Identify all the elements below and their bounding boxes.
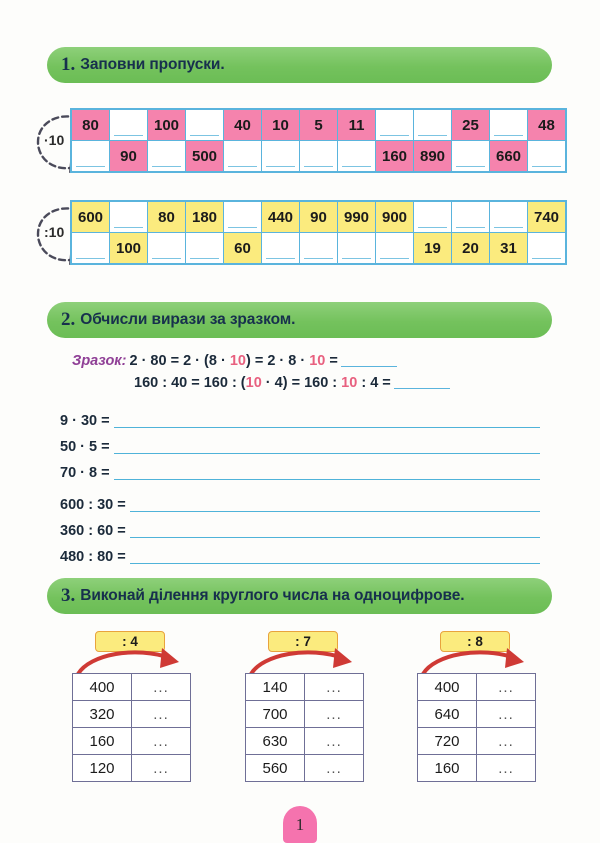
- sample-line-1: [72, 350, 450, 372]
- exercise-answer-blank-0[interactable]: [114, 426, 540, 428]
- strip-1-top-cell-8[interactable]: [376, 109, 414, 141]
- division-table-0: [72, 673, 191, 782]
- strip-2-bottom-cell-5[interactable]: [262, 233, 300, 265]
- division-table-1: [245, 673, 364, 782]
- sample-line2-p4: : 4 =: [357, 375, 391, 391]
- sample-line2-p3: 10: [341, 375, 358, 391]
- strip-1-bottom-cell-3: 500: [186, 141, 224, 173]
- exercise-list: [60, 405, 540, 567]
- strip-1-top-cell-10: 25: [452, 109, 490, 141]
- table-row: [246, 728, 364, 755]
- loop-label-1: ·10: [44, 132, 65, 148]
- strip-2-top-cell-12: 740: [528, 201, 567, 233]
- strip-1-bottom-cell-1: 90: [110, 141, 148, 173]
- dividend-cell-1-0: 140: [246, 674, 305, 701]
- divisor-badge-0: : 4: [95, 631, 165, 652]
- strip-1-bottom-cell-4[interactable]: [224, 141, 262, 173]
- strip-1-bottom-cell-11: 660: [490, 141, 528, 173]
- section-title-1: Заповни пропуски.: [80, 56, 225, 73]
- strip-1-bottom-cell-8: 160: [376, 141, 414, 173]
- table-row: [73, 755, 191, 782]
- section-title-2: Обчисли вирази за зразком.: [80, 311, 296, 328]
- exercise-row-4: [60, 515, 540, 541]
- strip-2-top-cell-5: 440: [262, 201, 300, 233]
- quotient-cell-0-0[interactable]: ...: [132, 674, 191, 701]
- sample-answer-blank-1[interactable]: [341, 351, 397, 367]
- quotient-cell-2-3[interactable]: ...: [477, 755, 536, 782]
- exercise-answer-blank-4[interactable]: [130, 536, 540, 538]
- divisor-badge-2: : 8: [440, 631, 510, 652]
- quotient-cell-1-2[interactable]: ...: [305, 728, 364, 755]
- exercise-answer-blank-1[interactable]: [114, 452, 540, 454]
- exercise-row-0: [60, 405, 540, 431]
- section-header-3: [47, 578, 552, 614]
- dividend-cell-2-1: 640: [418, 701, 477, 728]
- strip-2-top-cell-7: 990: [338, 201, 376, 233]
- strip-1-top-cell-6: 5: [300, 109, 338, 141]
- sample-line-2: [72, 372, 450, 394]
- strip-2-top-cell-1[interactable]: [110, 201, 148, 233]
- quotient-cell-1-1[interactable]: ...: [305, 701, 364, 728]
- strip-1-bottom-cell-9: 890: [414, 141, 452, 173]
- sample-line1-p0: 2 · 80 = 2 · (8 ·: [129, 353, 230, 369]
- section-number-2: 2.: [61, 309, 76, 330]
- strip-2-bottom-cell-7[interactable]: [338, 233, 376, 265]
- strip-table-1: [70, 108, 567, 173]
- quotient-cell-1-3[interactable]: ...: [305, 755, 364, 782]
- strip-2-top-cell-8: 900: [376, 201, 414, 233]
- loop-label-2: :10: [44, 224, 65, 240]
- strip-2-bottom-cell-1: 100: [110, 233, 148, 265]
- sample-line1-p3: 10: [309, 353, 326, 369]
- strip-2-top-cell-10[interactable]: [452, 201, 490, 233]
- dividend-cell-2-2: 720: [418, 728, 477, 755]
- dividend-cell-2-3: 160: [418, 755, 477, 782]
- strip-2-bottom-cell-12[interactable]: [528, 233, 567, 265]
- strip-2-top-row: [71, 201, 566, 233]
- strip-table-1-wrap: [70, 108, 567, 173]
- strip-1-top-cell-9[interactable]: [414, 109, 452, 141]
- table-row: [418, 674, 536, 701]
- strip-2-top-cell-6: 90: [300, 201, 338, 233]
- division-table-2: [417, 673, 536, 782]
- dividend-cell-0-3: 120: [73, 755, 132, 782]
- strip-2-top-cell-11[interactable]: [490, 201, 528, 233]
- quotient-cell-2-2[interactable]: ...: [477, 728, 536, 755]
- exercise-answer-blank-5[interactable]: [130, 562, 540, 564]
- section-title-3: Виконай ділення круглого числа на одноцифрове.: [80, 587, 465, 604]
- table-row: [246, 755, 364, 782]
- quotient-cell-2-0[interactable]: ...: [477, 674, 536, 701]
- quotient-cell-1-0[interactable]: ...: [305, 674, 364, 701]
- table-row: [418, 728, 536, 755]
- exercise-label-5: 480 : 80 =: [60, 549, 126, 565]
- exercise-label-0: 9 · 30 =: [60, 413, 110, 429]
- strip-1-top-cell-1[interactable]: [110, 109, 148, 141]
- dividend-cell-0-1: 320: [73, 701, 132, 728]
- strip-2-bottom-cell-4: 60: [224, 233, 262, 265]
- exercise-label-3: 600 : 30 =: [60, 497, 126, 513]
- strip-1-top-cell-2: 100: [148, 109, 186, 141]
- exercise-label-4: 360 : 60 =: [60, 523, 126, 539]
- strip-2-top-cell-0: 600: [71, 201, 110, 233]
- strip-1-top-cell-12: 48: [528, 109, 567, 141]
- sample-label: Зразок:: [72, 353, 127, 369]
- table-row: [73, 728, 191, 755]
- strip-2-bottom-cell-2[interactable]: [148, 233, 186, 265]
- strip-table-2-wrap: [70, 200, 567, 265]
- section-header-1: [47, 47, 552, 83]
- strip-2-bottom-cell-9: 19: [414, 233, 452, 265]
- strip-1-top-cell-4: 40: [224, 109, 262, 141]
- strip-1-top-cell-0: 80: [71, 109, 110, 141]
- exercise-row-3: [60, 489, 540, 515]
- strip-2-top-cell-9[interactable]: [414, 201, 452, 233]
- exercise-label-1: 50 · 5 =: [60, 439, 110, 455]
- strip-1-top-cell-7: 11: [338, 109, 376, 141]
- exercise-row-1: [60, 431, 540, 457]
- table-row: [246, 701, 364, 728]
- strip-2-bottom-row: [71, 233, 566, 265]
- exercise-answer-blank-3[interactable]: [130, 510, 540, 512]
- sample-block: [72, 350, 450, 394]
- dividend-cell-1-3: 560: [246, 755, 305, 782]
- strip-1-bottom-cell-12[interactable]: [528, 141, 567, 173]
- quotient-cell-0-3[interactable]: ...: [132, 755, 191, 782]
- strip-1-bottom-row: [71, 141, 566, 173]
- table-row: [418, 755, 536, 782]
- sample-line2-p0: 160 : 40 = 160 : (: [134, 375, 246, 391]
- strip-2-top-cell-3: 180: [186, 201, 224, 233]
- section-header-2: [47, 302, 552, 338]
- strip-1-top-cell-3[interactable]: [186, 109, 224, 141]
- strip-1-top-row: [71, 109, 566, 141]
- strip-1-bottom-cell-0[interactable]: [71, 141, 110, 173]
- dividend-cell-1-1: 700: [246, 701, 305, 728]
- section-number-1: 1.: [61, 54, 76, 75]
- dividend-cell-1-2: 630: [246, 728, 305, 755]
- quotient-cell-0-1[interactable]: ...: [132, 701, 191, 728]
- strip-1-bottom-cell-6[interactable]: [300, 141, 338, 173]
- strip-1-top-cell-5: 10: [262, 109, 300, 141]
- quotient-cell-0-2[interactable]: ...: [132, 728, 191, 755]
- strip-1-bottom-cell-10[interactable]: [452, 141, 490, 173]
- divisor-badge-1: : 7: [268, 631, 338, 652]
- strip-1-bottom-cell-5[interactable]: [262, 141, 300, 173]
- dividend-cell-0-0: 400: [73, 674, 132, 701]
- sample-line1-p4: =: [325, 353, 338, 369]
- strip-1-top-cell-11[interactable]: [490, 109, 528, 141]
- strip-2-bottom-cell-11: 31: [490, 233, 528, 265]
- sample-answer-blank-2[interactable]: [394, 373, 450, 389]
- page-number-badge: 1: [283, 806, 317, 843]
- sample-line2-p2: · 4) = 160 :: [261, 375, 342, 391]
- exercise-row-5: [60, 541, 540, 567]
- strip-2-bottom-cell-8[interactable]: [376, 233, 414, 265]
- exercise-row-2: [60, 457, 540, 483]
- sample-line2-p1: 10: [245, 375, 262, 391]
- strip-1-bottom-cell-7[interactable]: [338, 141, 376, 173]
- quotient-cell-2-1[interactable]: ...: [477, 701, 536, 728]
- dividend-cell-2-0: 400: [418, 674, 477, 701]
- strip-table-2: [70, 200, 567, 265]
- strip-1-bottom-cell-2[interactable]: [148, 141, 186, 173]
- dividend-cell-0-2: 160: [73, 728, 132, 755]
- section-number-3: 3.: [61, 585, 76, 606]
- exercise-label-2: 70 · 8 =: [60, 465, 110, 481]
- strip-2-bottom-cell-0[interactable]: [71, 233, 110, 265]
- strip-2-bottom-cell-6[interactable]: [300, 233, 338, 265]
- table-row: [73, 674, 191, 701]
- table-row: [73, 701, 191, 728]
- table-row: [418, 701, 536, 728]
- strip-2-top-cell-2: 80: [148, 201, 186, 233]
- sample-line1-p2: ) = 2 · 8 ·: [245, 353, 310, 369]
- exercise-answer-blank-2[interactable]: [114, 478, 540, 480]
- strip-2-top-cell-4[interactable]: [224, 201, 262, 233]
- table-row: [246, 674, 364, 701]
- strip-2-bottom-cell-3[interactable]: [186, 233, 224, 265]
- strip-2-bottom-cell-10: 20: [452, 233, 490, 265]
- sample-line1-p1: 10: [229, 353, 246, 369]
